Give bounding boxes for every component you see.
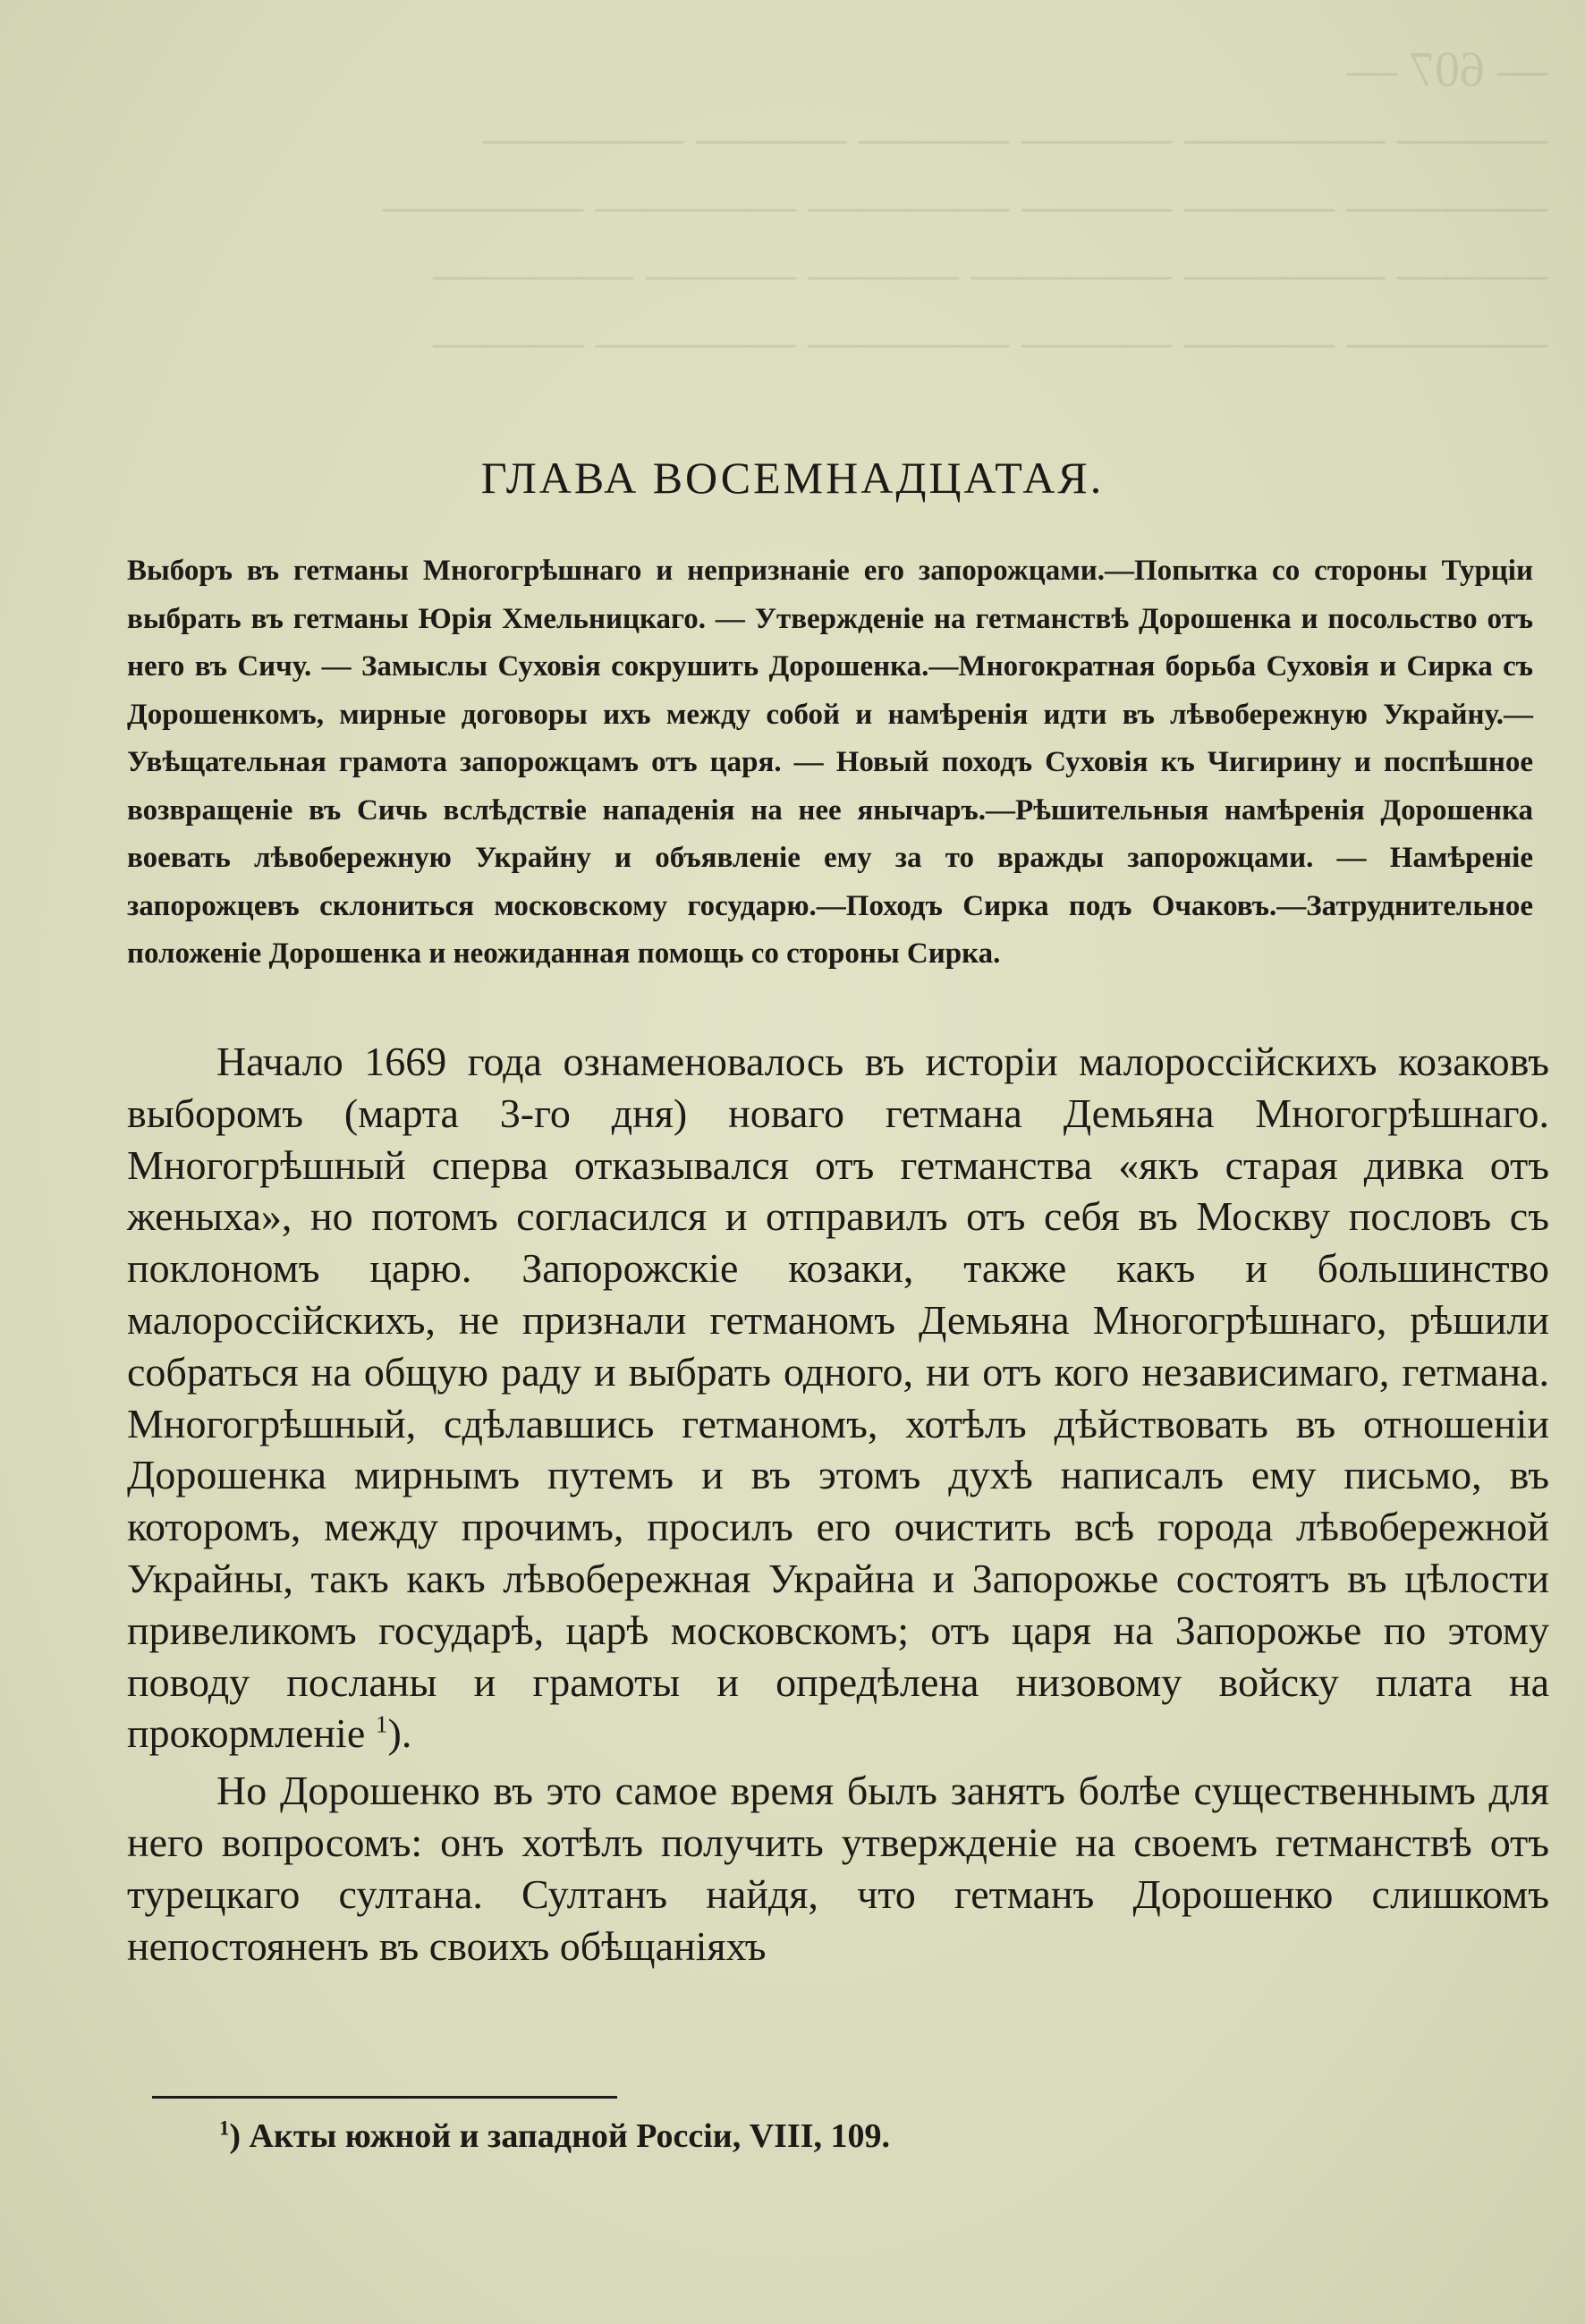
footnote-marker: 1 [219, 2116, 230, 2140]
paragraph-1: Начало 1669 года ознаменовалось въ исторіи малороссійскихъ козаковъ выборомъ (марта 3-го дня) новаго гетмана Демьяна Многогрѣшнаго. Многогрѣшный сперва отказывался отъ гетманства «якъ старая дивка отъ женыха», но потомъ согласился и отправилъ отъ себя въ Москву пословъ съ поклономъ царю. Запорожскіе козаки, также какъ и большинство малороссійскихъ, не признали гетманомъ Демьяна Многогрѣшнаго, рѣшили собраться на общую раду и выбрать одного, ни отъ кого независимаго, гетмана. Многогрѣшный, сдѣлавшись гетманомъ, хотѣлъ дѣйствовать въ отношеніи Дорошенка мирнымъ путемъ и въ этомъ духѣ написалъ ему письмо, въ которомъ, между прочимъ, просилъ его очистить всѣ города лѣвобережной Украйны, такъ какъ лѣвобережная Украйна и Запорожье состоятъ въ цѣлости привеликомъ государѣ, царѣ московскомъ; отъ царя на Запорожье по этому поводу посланы и грамоты и опредѣлена низовому войску плата на прокормленіе $^1$). [127, 1039, 1549, 1757]
body-text [127, 1036, 1549, 1972]
footnote [219, 2116, 890, 2156]
footnote-divider [152, 2096, 617, 2099]
footnote-ref-1: 1 [375, 1710, 388, 1739]
bleed-through-text: — 607 — ——— ———— ——— ——— ——— ———— ———— ——— ——— ———— ———— ———— ——— ———— ———— ——— ——— ———— ———— ——— ——— ———— ———— ——— [383, 42, 1547, 369]
footnote-text: ) Акты южной и западной Россіи, VIII, 109. [229, 2117, 890, 2155]
chapter-summary: Выборъ въ гетманы Многогрѣшнаго и непризнаніе его запорожцами.—Попытка со стороны Турціи выбрать въ гетманы Юрія Хмельницкаго. — Утвержденіе на гетманствѣ Дорошенка и посольство отъ него въ Сичу. — Замыслы Суховія сокрушить Дорошенка.—Многократная борьба Суховія и Сирка съ Дорошенкомъ, мирные договоры ихъ между собой и намѣренія идти въ лѣвобережную Украйну.—Увѣщательная грамота запорожцамъ отъ царя. — Новый походъ Суховія къ Чигирину и поспѣшное возвращеніе въ Сичь вслѣдствіе нападенія на нее янычаръ.—Рѣшительныя намѣренія Дорошенка воевать лѣвобережную Украйну и объявленіе ему за то вражды запорожцами. — Намѣреніе запорожцевъ склониться московскому государю.—Походъ Сирка подъ Очаковъ.—Затруднительное положеніе Дорошенка и неожиданная помощь со стороны Сирка. [127, 555, 1533, 970]
paragraph-2: Но Дорошенко въ это самое время былъ занятъ болѣе существеннымъ для него вопросомъ: онъ хотѣлъ получить утвержденіе на своемъ гетманствѣ отъ турецкаго султана. Султанъ найдя, что гетманъ Дорошенко слишкомъ непостояненъ въ своихъ обѣщаніяхъ [127, 1768, 1549, 1969]
chapter-title: ГЛАВА ВОСЕМНАДЦАТАЯ. [480, 453, 1105, 503]
